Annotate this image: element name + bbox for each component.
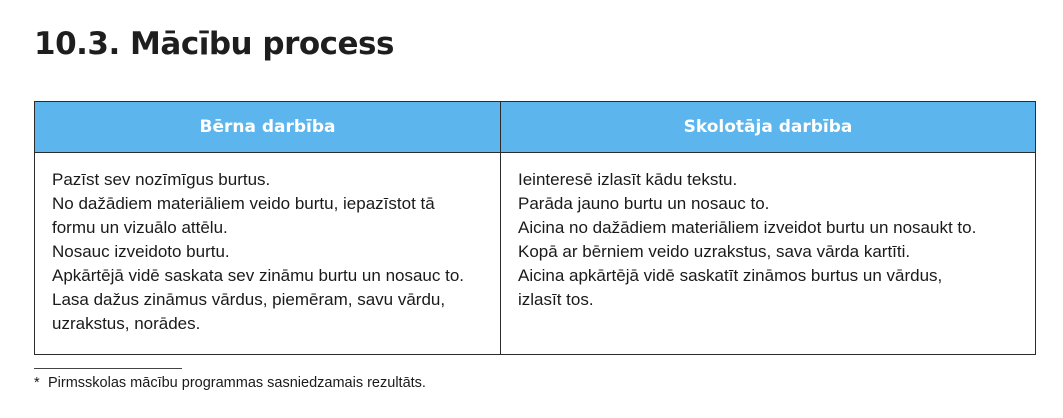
footnote-text: Pirmsskolas mācību programmas sasniedzamais rezultāts.: [48, 375, 426, 391]
teacher-activity-cell: [501, 153, 1036, 355]
table-header-row: [35, 102, 1036, 153]
child-activity-line: formu un vizuālo attēlu.: [52, 218, 228, 237]
teacher-activity-line: Parāda jauno burtu un nosauc to.: [518, 194, 770, 213]
section-heading: 10.3. Mācību process: [34, 26, 394, 62]
learning-process-table: [34, 101, 1036, 355]
child-activity-line: No dažādiem materiāliem veido burtu, iepazīstot tā: [52, 194, 435, 213]
footnote-marker: *: [34, 375, 40, 391]
teacher-activity-line: izlasīt tos.: [518, 290, 594, 309]
child-activity-cell: [35, 153, 501, 355]
teacher-activity-line: Ieinteresē izlasīt kādu tekstu.: [518, 170, 738, 189]
column-header-teacher-activity: Skolotāja darbība: [501, 102, 1036, 153]
column-header-child-activity: Bērna darbība: [35, 102, 501, 153]
child-activity-line: uzrakstus, norādes.: [52, 314, 201, 333]
teacher-activity-line: Aicina no dažādiem materiāliem izveidot burtu un nosaukt to.: [518, 218, 977, 237]
child-activity-line: Pazīst sev nozīmīgus burtus.: [52, 170, 271, 189]
footnote: [34, 375, 426, 391]
teacher-activity-line: Kopā ar bērniem veido uzrakstus, sava vārda kartīti.: [518, 242, 911, 261]
child-activity-line: Apkārtējā vidē saskata sev zināmu burtu un nosauc to.: [52, 266, 465, 285]
footnote-divider: [34, 368, 182, 369]
teacher-activity-line: Aicina apkārtējā vidē saskatīt zināmos burtus un vārdus,: [518, 266, 943, 285]
child-activity-line: Lasa dažus zināmus vārdus, piemēram, savu vārdu,: [52, 290, 446, 309]
table-row: [35, 153, 1036, 355]
child-activity-line: Nosauc izveidoto burtu.: [52, 242, 230, 261]
